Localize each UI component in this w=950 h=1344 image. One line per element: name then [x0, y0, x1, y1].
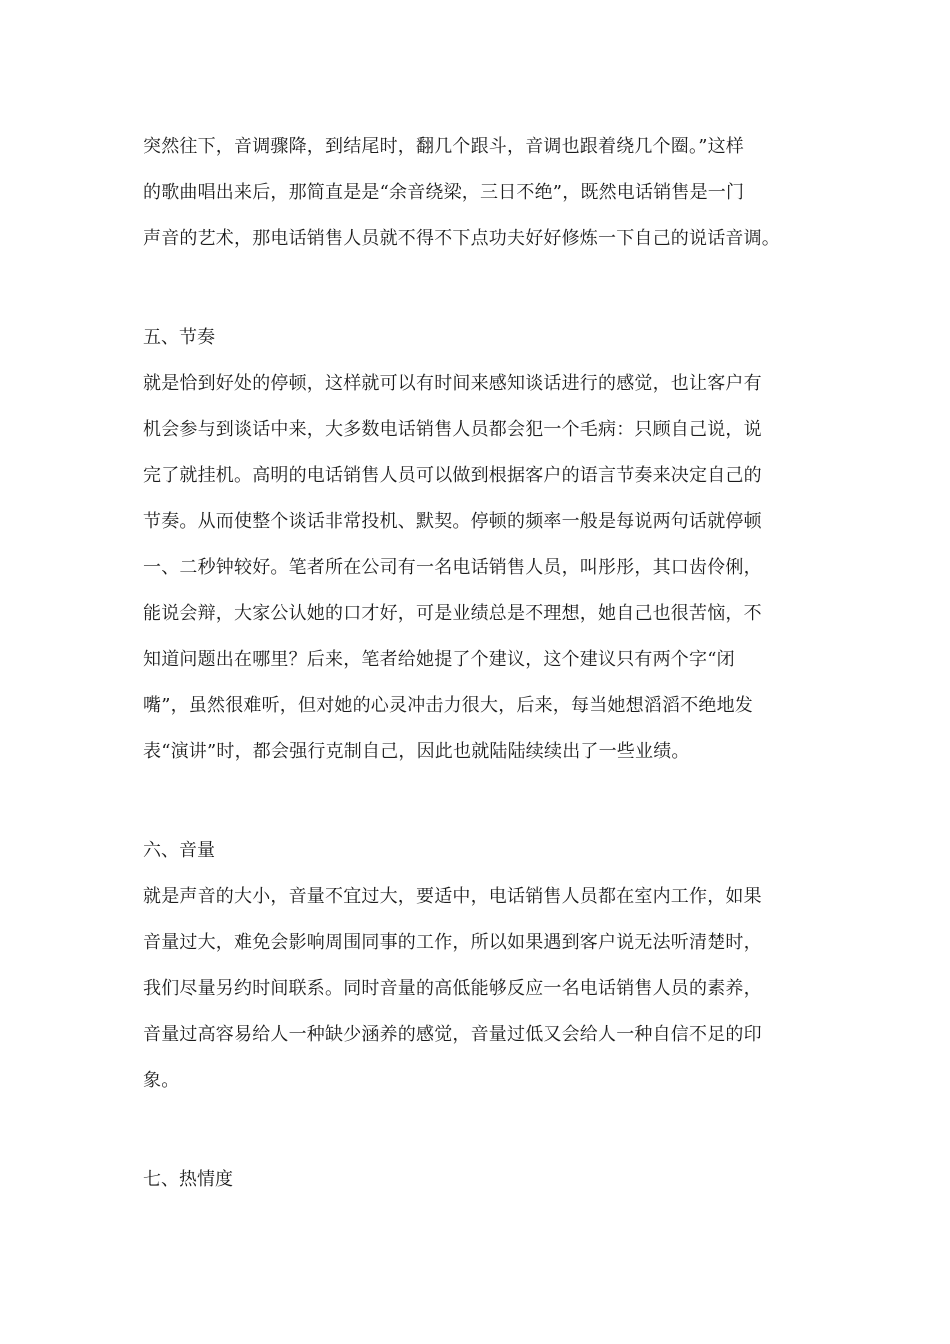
volume-line-4: 音量过高容易给人一种缺少涵养的感觉，音量过低又会给人一种自信不足的印 [143, 1024, 762, 1045]
rhythm-line-3: 完了就挂机。高明的电话销售人员可以做到根据客户的语言节奏来决定自己的 [143, 465, 762, 486]
rhythm-line-5: 一、二秒钟较好。笔者所在公司有一名电话销售人员，叫彤彤，其口齿伶俐， [143, 557, 762, 578]
rhythm-line-1: 就是恰到好处的停顿，这样就可以有时间来感知谈话进行的感觉，也让客户有 [143, 373, 762, 394]
rhythm-line-4: 节奏。从而使整个谈话非常投机、默契。停顿的频率一般是每说两句话就停顿 [143, 511, 762, 532]
volume-line-3: 我们尽量另约时间联系。同时音量的高低能够反应一名电话销售人员的素养， [143, 978, 762, 999]
volume-line-1: 就是声音的大小，音量不宜过大，要适中，电话销售人员都在室内工作，如果 [143, 886, 762, 907]
enthusiasm-heading: 七、热情度 [143, 1169, 233, 1190]
volume-heading: 六、音量 [143, 840, 215, 861]
intro-line-3: 声音的艺术，那电话销售人员就不得不下点功夫好好修炼一下自己的说话音调。 [143, 228, 780, 249]
rhythm-line-2: 机会参与到谈话中来，大多数电话销售人员都会犯一个毛病：只顾自己说，说 [143, 419, 762, 440]
intro-line-2: 的歌曲唱出来后，那简直是是“余音绕梁，三日不绝”，既然电话销售是一门 [143, 182, 745, 203]
rhythm-line-7: 知道问题出在哪里？后来，笔者给她提了个建议，这个建议只有两个字“闭 [143, 649, 735, 670]
rhythm-line-9: 表“演讲”时，都会强行克制自己，因此也就陆陆续续出了一些业绩。 [143, 741, 690, 762]
intro-line-1: 突然往下，音调骤降，到结尾时，翻几个跟斗，音调也跟着绕几个圈。”这样 [143, 136, 744, 157]
rhythm-heading: 五、节奏 [143, 327, 215, 348]
volume-line-2: 音量过大，难免会影响周围同事的工作，所以如果遇到客户说无法听清楚时， [143, 932, 762, 953]
rhythm-line-6: 能说会辩，大家公认她的口才好，可是业绩总是不理想，她自己也很苦恼，不 [143, 603, 762, 624]
volume-line-5: 象。 [143, 1070, 180, 1091]
rhythm-line-8: 嘴”，虽然很难听，但对她的心灵冲击力很大，后来，每当她想滔滔不绝地发 [143, 695, 753, 716]
